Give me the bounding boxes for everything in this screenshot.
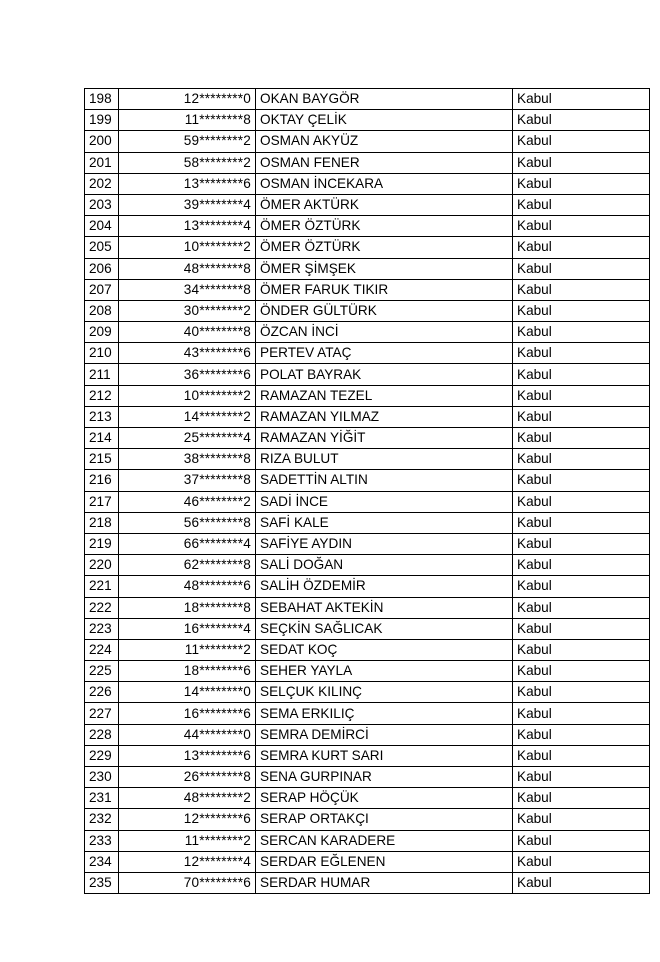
masked-id: 13********6	[119, 173, 256, 194]
full-name: RIZA BULUT	[256, 449, 513, 470]
table-row	[85, 618, 650, 639]
status-cell: Kabul	[513, 470, 650, 491]
row-number: 207	[85, 279, 119, 300]
status-cell: Kabul	[513, 385, 650, 406]
row-number: 222	[85, 597, 119, 618]
full-name: SALİH ÖZDEMİR	[256, 576, 513, 597]
status-cell: Kabul	[513, 788, 650, 809]
table-row	[85, 745, 650, 766]
table-row	[85, 152, 650, 173]
full-name: SEBAHAT AKTEKİN	[256, 597, 513, 618]
full-name: SEMA ERKILIÇ	[256, 703, 513, 724]
row-number: 221	[85, 576, 119, 597]
row-number: 218	[85, 512, 119, 533]
full-name: SADİ İNCE	[256, 491, 513, 512]
table-row	[85, 364, 650, 385]
full-name: RAMAZAN TEZEL	[256, 385, 513, 406]
status-cell: Kabul	[513, 809, 650, 830]
table-row	[85, 512, 650, 533]
status-cell: Kabul	[513, 173, 650, 194]
table-row	[85, 555, 650, 576]
row-number: 216	[85, 470, 119, 491]
table-row	[85, 279, 650, 300]
masked-id: 14********2	[119, 406, 256, 427]
full-name: ÖMER ÖZTÜRK	[256, 216, 513, 237]
table-row	[85, 385, 650, 406]
status-cell: Kabul	[513, 194, 650, 215]
full-name: SEMRA KURT SARI	[256, 745, 513, 766]
status-cell: Kabul	[513, 449, 650, 470]
full-name: SELÇUK KILINÇ	[256, 682, 513, 703]
row-number: 225	[85, 661, 119, 682]
full-name: PERTEV ATAÇ	[256, 343, 513, 364]
full-name: SAFİYE AYDIN	[256, 533, 513, 554]
status-cell: Kabul	[513, 258, 650, 279]
status-cell: Kabul	[513, 216, 650, 237]
table-row	[85, 131, 650, 152]
full-name: SAFİ KALE	[256, 512, 513, 533]
table-row	[85, 406, 650, 427]
row-number: 198	[85, 89, 119, 110]
row-number: 199	[85, 110, 119, 131]
full-name: SALİ DOĞAN	[256, 555, 513, 576]
full-name: SERCAN KARADERE	[256, 830, 513, 851]
masked-id: 70********6	[119, 872, 256, 893]
row-number: 227	[85, 703, 119, 724]
full-name: RAMAZAN YILMAZ	[256, 406, 513, 427]
status-cell: Kabul	[513, 618, 650, 639]
status-cell: Kabul	[513, 364, 650, 385]
masked-id: 39********4	[119, 194, 256, 215]
masked-id: 12********4	[119, 851, 256, 872]
table-row	[85, 682, 650, 703]
applicant-table	[84, 88, 650, 894]
table-row	[85, 491, 650, 512]
row-number: 210	[85, 343, 119, 364]
masked-id: 30********2	[119, 300, 256, 321]
row-number: 205	[85, 237, 119, 258]
row-number: 201	[85, 152, 119, 173]
status-cell: Kabul	[513, 555, 650, 576]
masked-id: 13********6	[119, 745, 256, 766]
status-cell: Kabul	[513, 851, 650, 872]
full-name: OSMAN İNCEKARA	[256, 173, 513, 194]
row-number: 208	[85, 300, 119, 321]
status-cell: Kabul	[513, 322, 650, 343]
row-number: 232	[85, 809, 119, 830]
table-row	[85, 788, 650, 809]
table-row	[85, 110, 650, 131]
full-name: SEMRA DEMİRCİ	[256, 724, 513, 745]
status-cell: Kabul	[513, 661, 650, 682]
table-row	[85, 173, 650, 194]
status-cell: Kabul	[513, 131, 650, 152]
status-cell: Kabul	[513, 597, 650, 618]
full-name: SERDAR EĞLENEN	[256, 851, 513, 872]
status-cell: Kabul	[513, 279, 650, 300]
masked-id: 36********6	[119, 364, 256, 385]
full-name: SERAP ORTAKÇI	[256, 809, 513, 830]
full-name: SEÇKİN SAĞLICAK	[256, 618, 513, 639]
full-name: RAMAZAN YİĞİT	[256, 428, 513, 449]
status-cell: Kabul	[513, 89, 650, 110]
table-row	[85, 470, 650, 491]
row-number: 215	[85, 449, 119, 470]
table-row	[85, 89, 650, 110]
masked-id: 18********8	[119, 597, 256, 618]
masked-id: 16********4	[119, 618, 256, 639]
status-cell: Kabul	[513, 152, 650, 173]
full-name: SEHER YAYLA	[256, 661, 513, 682]
status-cell: Kabul	[513, 703, 650, 724]
row-number: 233	[85, 830, 119, 851]
row-number: 224	[85, 639, 119, 660]
full-name: SERAP HÖÇÜK	[256, 788, 513, 809]
table-row	[85, 872, 650, 893]
row-number: 206	[85, 258, 119, 279]
status-cell: Kabul	[513, 491, 650, 512]
table-row	[85, 597, 650, 618]
masked-id: 59********2	[119, 131, 256, 152]
full-name: ÖMER ŞİMŞEK	[256, 258, 513, 279]
masked-id: 40********8	[119, 322, 256, 343]
row-number: 219	[85, 533, 119, 554]
row-number: 212	[85, 385, 119, 406]
masked-id: 66********4	[119, 533, 256, 554]
masked-id: 58********2	[119, 152, 256, 173]
masked-id: 37********8	[119, 470, 256, 491]
masked-id: 16********6	[119, 703, 256, 724]
row-number: 223	[85, 618, 119, 639]
row-number: 226	[85, 682, 119, 703]
masked-id: 26********8	[119, 767, 256, 788]
row-number: 235	[85, 872, 119, 893]
row-number: 211	[85, 364, 119, 385]
status-cell: Kabul	[513, 767, 650, 788]
row-number: 203	[85, 194, 119, 215]
masked-id: 12********0	[119, 89, 256, 110]
table-row	[85, 449, 650, 470]
status-cell: Kabul	[513, 300, 650, 321]
status-cell: Kabul	[513, 724, 650, 745]
status-cell: Kabul	[513, 406, 650, 427]
full-name: OKTAY ÇELİK	[256, 110, 513, 131]
status-cell: Kabul	[513, 533, 650, 554]
full-name: SENA GURPINAR	[256, 767, 513, 788]
table-row	[85, 767, 650, 788]
row-number: 202	[85, 173, 119, 194]
masked-id: 43********6	[119, 343, 256, 364]
status-cell: Kabul	[513, 237, 650, 258]
table-row	[85, 661, 650, 682]
status-cell: Kabul	[513, 343, 650, 364]
full-name: ÖZCAN İNCİ	[256, 322, 513, 343]
masked-id: 11********2	[119, 639, 256, 660]
masked-id: 48********2	[119, 788, 256, 809]
document-page	[84, 88, 649, 894]
masked-id: 48********8	[119, 258, 256, 279]
masked-id: 38********8	[119, 449, 256, 470]
masked-id: 44********0	[119, 724, 256, 745]
full-name: OSMAN FENER	[256, 152, 513, 173]
table-row	[85, 322, 650, 343]
table-row	[85, 428, 650, 449]
full-name: OSMAN AKYÜZ	[256, 131, 513, 152]
row-number: 230	[85, 767, 119, 788]
table-body	[85, 89, 650, 894]
masked-id: 56********8	[119, 512, 256, 533]
full-name: ÖNDER GÜLTÜRK	[256, 300, 513, 321]
table-row	[85, 343, 650, 364]
row-number: 217	[85, 491, 119, 512]
table-row	[85, 724, 650, 745]
table-row	[85, 300, 650, 321]
masked-id: 34********8	[119, 279, 256, 300]
masked-id: 10********2	[119, 385, 256, 406]
status-cell: Kabul	[513, 428, 650, 449]
full-name: ÖMER FARUK TIKIR	[256, 279, 513, 300]
masked-id: 62********8	[119, 555, 256, 576]
masked-id: 14********0	[119, 682, 256, 703]
table-row	[85, 237, 650, 258]
masked-id: 18********6	[119, 661, 256, 682]
full-name: OKAN BAYGÖR	[256, 89, 513, 110]
masked-id: 25********4	[119, 428, 256, 449]
masked-id: 13********4	[119, 216, 256, 237]
full-name: ÖMER ÖZTÜRK	[256, 237, 513, 258]
status-cell: Kabul	[513, 872, 650, 893]
table-row	[85, 703, 650, 724]
row-number: 229	[85, 745, 119, 766]
table-row	[85, 194, 650, 215]
row-number: 213	[85, 406, 119, 427]
status-cell: Kabul	[513, 682, 650, 703]
table-row	[85, 576, 650, 597]
status-cell: Kabul	[513, 512, 650, 533]
status-cell: Kabul	[513, 110, 650, 131]
status-cell: Kabul	[513, 639, 650, 660]
masked-id: 12********6	[119, 809, 256, 830]
row-number: 228	[85, 724, 119, 745]
row-number: 209	[85, 322, 119, 343]
table-row	[85, 216, 650, 237]
row-number: 220	[85, 555, 119, 576]
full-name: SADETTİN ALTIN	[256, 470, 513, 491]
full-name: ÖMER AKTÜRK	[256, 194, 513, 215]
masked-id: 46********2	[119, 491, 256, 512]
row-number: 214	[85, 428, 119, 449]
table-row	[85, 533, 650, 554]
table-row	[85, 809, 650, 830]
full-name: SEDAT KOÇ	[256, 639, 513, 660]
row-number: 231	[85, 788, 119, 809]
masked-id: 48********6	[119, 576, 256, 597]
masked-id: 10********2	[119, 237, 256, 258]
status-cell: Kabul	[513, 745, 650, 766]
table-row	[85, 639, 650, 660]
full-name: SERDAR HUMAR	[256, 872, 513, 893]
table-row	[85, 258, 650, 279]
masked-id: 11********8	[119, 110, 256, 131]
masked-id: 11********2	[119, 830, 256, 851]
row-number: 204	[85, 216, 119, 237]
table-row	[85, 851, 650, 872]
full-name: POLAT BAYRAK	[256, 364, 513, 385]
status-cell: Kabul	[513, 576, 650, 597]
table-row	[85, 830, 650, 851]
status-cell: Kabul	[513, 830, 650, 851]
row-number: 234	[85, 851, 119, 872]
row-number: 200	[85, 131, 119, 152]
